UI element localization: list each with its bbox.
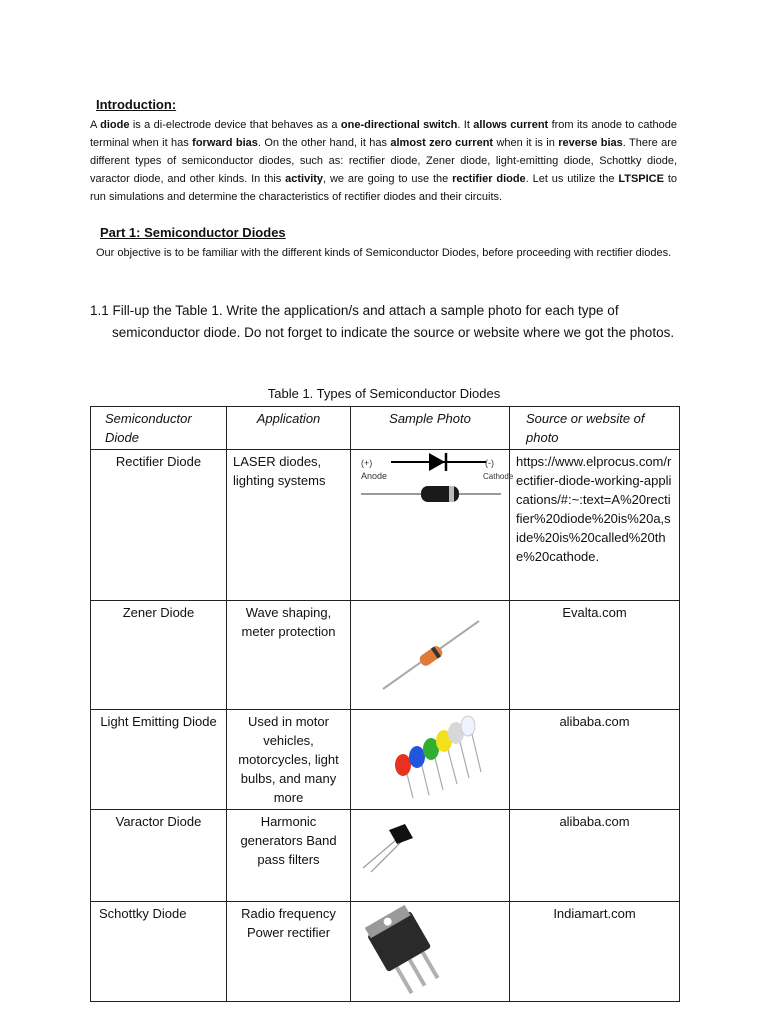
cell-source: alibaba.com bbox=[510, 810, 680, 902]
cell-type: Varactor Diode bbox=[91, 810, 227, 902]
bold-term: forward bias bbox=[192, 137, 258, 149]
text-run: . Let us utilize the bbox=[525, 173, 619, 185]
diode-table bbox=[90, 406, 680, 1002]
cell-source: Evalta.com bbox=[510, 601, 680, 710]
text-run: from its anode to cathode terminal when it has bbox=[90, 119, 678, 149]
table-header-row bbox=[91, 407, 680, 450]
plus-label: (+) bbox=[361, 458, 373, 468]
cell-application: Radio frequency Power rectifier bbox=[227, 902, 351, 1002]
text-run: . There are different types of semiconductor diodes, such as: rectifier diode, Zener diode, light-emitting diode, Schottky diode, varactor diode, and other kinds. In this bbox=[90, 137, 678, 185]
table-row bbox=[91, 902, 680, 1002]
minus-label: (-) bbox=[485, 458, 494, 468]
bold-term: LTSPICE bbox=[618, 173, 664, 185]
bold-term: activity bbox=[285, 173, 324, 185]
table-row bbox=[91, 710, 680, 810]
cathode-label: Cathode bbox=[483, 472, 514, 481]
text-run: to run simulations and determine the characteristics of rectifier diodes and their circuits. bbox=[90, 173, 677, 203]
table-caption: Table 1. Types of Semiconductor Diodes bbox=[267, 386, 501, 401]
anode-label: Anode bbox=[361, 471, 388, 481]
zener-diode-photo bbox=[351, 601, 510, 710]
intro-heading: Introduction: bbox=[96, 97, 177, 112]
bold-term: almost zero current bbox=[390, 137, 494, 149]
text-run: , we are going to use the bbox=[323, 173, 453, 185]
part1-heading: Part 1: Semiconductor Diodes bbox=[100, 225, 286, 240]
cell-source: https://www.elprocus.com/rectifier-diode-working-applications/#:~:text=A%20rectifier%20diode%20is%20a,side%20is%20called%20the%20cathode. bbox=[510, 450, 680, 601]
header-source: Source or website of photo bbox=[510, 407, 680, 450]
cell-application: LASER diodes, lighting systems bbox=[227, 450, 351, 601]
intro-paragraph bbox=[90, 116, 677, 206]
table-row bbox=[91, 450, 680, 601]
cell-source: alibaba.com bbox=[510, 710, 680, 810]
varactor-diode-photo bbox=[351, 810, 510, 902]
bold-term: reverse bias bbox=[558, 137, 623, 149]
cell-application: Wave shaping, meter protection bbox=[227, 601, 351, 710]
cell-application: Used in motor vehicles, motorcycles, light bulbs, and many more bbox=[227, 710, 351, 810]
cell-type: Light Emitting Diode bbox=[91, 710, 227, 810]
cell-type: Rectifier Diode bbox=[91, 450, 227, 601]
header-photo: Sample Photo bbox=[351, 407, 510, 450]
text-run: . On the other hand, it has bbox=[257, 137, 391, 149]
table-row bbox=[91, 810, 680, 902]
header-application: Application bbox=[227, 407, 351, 450]
led-photo bbox=[351, 710, 510, 810]
text-run: when it is in bbox=[493, 137, 559, 149]
text-run: is a di-electrode device that behaves as a bbox=[129, 119, 341, 131]
cell-application: Harmonic generators Band pass filters bbox=[227, 810, 351, 902]
bold-term: diode bbox=[100, 119, 130, 131]
text-run: . It bbox=[457, 119, 474, 131]
bold-term: rectifier diode bbox=[452, 173, 526, 185]
part1-objective: Our objective is to be familiar with the different kinds of Semiconductor Diodes, before proceeding with rectifier diodes. bbox=[96, 247, 672, 259]
schottky-diode-photo bbox=[351, 902, 510, 1002]
rectifier-diode-photo bbox=[351, 450, 514, 601]
cell-type: Schottky Diode bbox=[91, 902, 227, 1002]
header-type: Semiconductor Diode bbox=[91, 407, 227, 450]
bold-term: one-directional switch bbox=[340, 119, 458, 131]
table-row bbox=[91, 601, 680, 710]
cell-type: Zener Diode bbox=[91, 601, 227, 710]
text-run: A bbox=[90, 119, 101, 131]
cell-source: Indiamart.com bbox=[510, 902, 680, 1002]
question-1-1: 1.1 Fill-up the Table 1. Write the application/s and attach a sample photo for each type of semiconductor diode. Do not forget to indicate the source or website where we got the photos. bbox=[90, 303, 675, 340]
bold-term: allows current bbox=[473, 119, 549, 131]
